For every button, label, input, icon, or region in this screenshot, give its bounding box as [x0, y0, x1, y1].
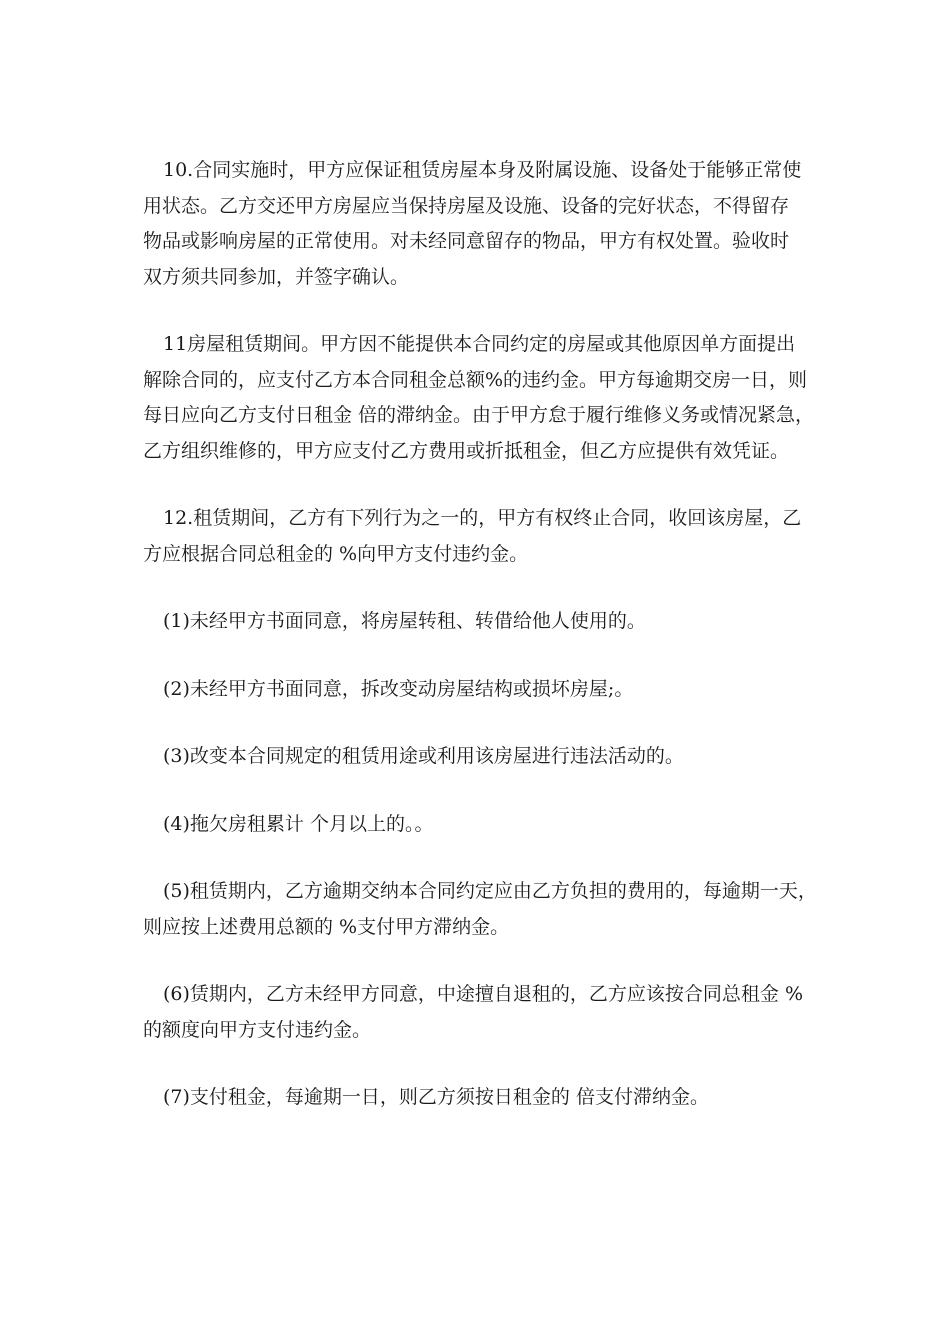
list-item-3	[143, 739, 823, 775]
clause-11	[143, 327, 823, 469]
list-item-1-line-1: (1)未经甲方书面同意，将房屋转租、转借给他人使用的。	[163, 610, 646, 632]
list-item-5	[143, 874, 823, 945]
clause-10-line-2: 用状态。乙方交还甲方房屋应当保持房屋及设施、设备的完好状态，不得留存	[143, 194, 790, 217]
list-item-3-line-1: (3)改变本合同规定的租赁用途或利用该房屋进行违法活动的。	[163, 745, 684, 767]
clause-12-line-2: 方应根据合同总租金的 %向甲方支付违约金。	[143, 542, 529, 565]
clause-11-line-3: 每日应向乙方支付日租金 倍的滞纳金。由于甲方怠于履行维修义务或情况紧急，	[143, 404, 815, 426]
list-item-5-line-2: 则应按上述费用总额的 %支付甲方滞纳金。	[143, 915, 510, 938]
document-body	[143, 153, 823, 1148]
clause-12-line-1: 12.租赁期间，乙方有下列行为之一的，甲方有权终止合同，收回该房屋，乙	[163, 507, 802, 529]
list-item-2-line-1: (2)未经甲方书面同意，拆改变动房屋结构或损坏房屋;。	[163, 677, 634, 700]
clause-11-line-2: 解除合同的，应支付乙方本合同租金总额%的违约金。甲方每逾期交房一日，则	[143, 368, 808, 391]
list-item-6-line-1: (6)赁期内，乙方未经甲方同意，中途擅自退租的，乙方应该按合同总租金 %	[163, 983, 804, 1005]
list-item-6-line-2: 的额度向甲方支付违约金。	[143, 1018, 372, 1041]
list-item-2	[143, 672, 823, 708]
clause-10-line-1: 10.合同实施时，甲方应保证租赁房屋本身及附属设施、设备处于能够正常使	[163, 159, 802, 181]
clause-10	[143, 153, 823, 295]
clause-10-line-4: 双方须共同参加，并签字确认。	[143, 265, 410, 288]
list-item-4-line-1: (4)拖欠房租累计 个月以上的。。	[163, 812, 434, 835]
clause-10-line-3: 物品或影响房屋的正常使用。对未经同意留存的物品，甲方有权处置。验收时	[143, 230, 790, 252]
clause-12	[143, 501, 823, 572]
list-item-5-line-1: (5)租赁期内，乙方逾期交纳本合同约定应由乙方负担的费用的，每逾期一天，	[163, 880, 817, 902]
list-item-4	[143, 807, 823, 843]
list-item-1	[143, 604, 823, 640]
list-item-6	[143, 977, 823, 1048]
list-item-7	[143, 1080, 823, 1116]
clause-11-line-1: 11房屋租赁期间。甲方因不能提供本合同约定的房屋或其他原因单方面提出	[163, 333, 796, 355]
list-item-7-line-1: (7)支付租金，每逾期一日，则乙方须按日租金的 倍支付滞纳金。	[163, 1086, 709, 1108]
clause-11-line-4: 乙方组织维修的，甲方应支付乙方费用或折抵租金，但乙方应提供有效凭证。	[143, 439, 790, 462]
